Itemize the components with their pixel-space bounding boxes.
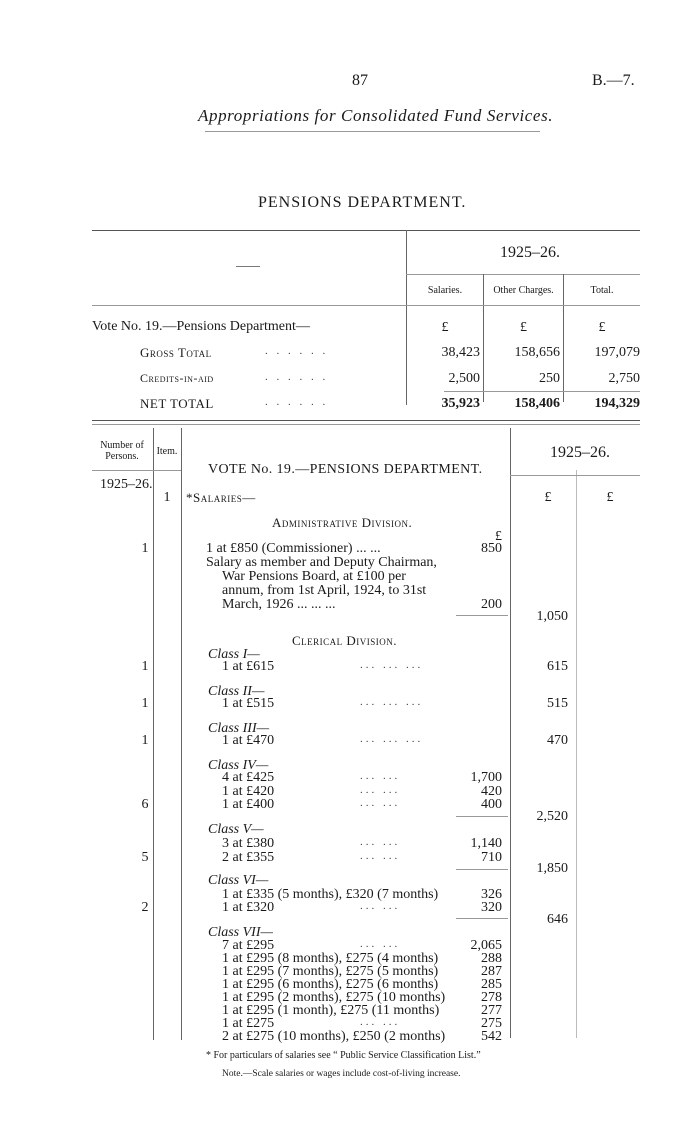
class-5-line-1: 3 at £380 (222, 836, 275, 851)
credits-other: 250 (539, 371, 560, 386)
class-7-line-6: 1 at £295 (1 month), £275 (11 months) (222, 1003, 440, 1018)
admin-heading: Administrative Division. (272, 515, 413, 530)
class-4-persons: 6 (141, 797, 149, 812)
class-7-amount-5: 278 (481, 990, 502, 1005)
class-4-leader-2: ... ... (360, 784, 401, 796)
class-7-amount-4: 285 (481, 977, 502, 992)
admin-currency: £ (495, 529, 502, 544)
document-code: B.—7. (592, 72, 635, 89)
summary-year-rule (406, 274, 640, 275)
col-item: Item. (156, 446, 178, 457)
summary-currency-total: £ (598, 320, 606, 335)
class-3-line: 1 at £470 (222, 733, 275, 748)
currency-a: £ (544, 490, 552, 505)
class-4-subtotal-rule (456, 816, 508, 817)
class-7-amount-1: 2,065 (470, 938, 502, 953)
net-total-label: NET TOTAL (140, 396, 214, 411)
class-2-name: Class II— (208, 684, 265, 699)
footnote-note: Note.—Scale salaries or wages include cost-of-living increase. (222, 1069, 461, 1079)
credits-leader: . . . . . . (265, 371, 329, 383)
class-4-total: 2,520 (536, 809, 568, 824)
persons-header-rule (92, 470, 181, 471)
persons-year: 1925–26. (100, 477, 153, 492)
class-7-name: Class VII— (208, 925, 273, 940)
net-total-salaries: 35,923 (441, 396, 480, 411)
vote-heading: VOTE No. 19.—PENSIONS DEPARTMENT. (208, 462, 483, 477)
running-title: Appropriations for Consolidated Fund Services. (198, 106, 554, 125)
credits-label: Credits-in-aid (140, 371, 214, 385)
summary-col-salaries: Salaries. (427, 285, 463, 296)
summary-col-other: Other Charges. (493, 285, 554, 296)
summary-top-rule (92, 230, 640, 231)
class-1-name: Class I— (208, 647, 260, 662)
admin-line2c: annum, from 1st April, 1924, to 31st (222, 583, 427, 598)
years-header-rule (510, 475, 640, 476)
class-7-amount-8: 542 (481, 1029, 502, 1044)
class-2-persons: 1 (141, 696, 149, 711)
class-6-total: 646 (547, 912, 568, 927)
admin-amount1: 850 (481, 541, 502, 556)
item-number: 1 (163, 490, 171, 505)
class-3-persons: 1 (141, 733, 149, 748)
item-col-divider (181, 428, 182, 1040)
footnote-star: * For particulars of salaries see “ Public Service Classification List.” (206, 1050, 481, 1061)
class-3-leader: ... ... ... (360, 733, 424, 745)
gross-total-total: 197,079 (594, 345, 640, 360)
class-6-line-2: 1 at £320 (222, 900, 275, 915)
class-5-amount-1: 1,140 (470, 836, 502, 851)
gross-total-salaries: 38,423 (441, 345, 480, 360)
class-7-line-2: 1 at £295 (8 months), £275 (4 months) (222, 951, 439, 966)
summary-year: 1925–26. (500, 244, 560, 261)
class-2-leader: ... ... ... (360, 696, 424, 708)
class-5-leader-2: ... ... (360, 850, 401, 862)
class-4-name: Class IV— (208, 758, 269, 773)
class-3-name: Class III— (208, 721, 270, 736)
summary-header-rule (92, 305, 640, 306)
class-5-amount-2: 710 (481, 850, 502, 865)
class-7-amount-7: 275 (481, 1016, 502, 1031)
admin-amount2: 200 (481, 597, 502, 612)
class-7-leader-7: ... ... (360, 1016, 401, 1028)
class-5-name: Class V— (208, 822, 264, 837)
admin-line1: 1 at £850 (Commissioner) ... ... (206, 541, 381, 556)
class-5-total: 1,850 (536, 861, 568, 876)
col-number-persons: Number of Persons. (100, 440, 144, 462)
summary-bottom-rule (92, 420, 640, 421)
class-5-leader-1: ... ... (360, 836, 401, 848)
class-2-total: 515 (547, 696, 568, 711)
currency-b: £ (606, 490, 614, 505)
page-number: 87 (352, 72, 368, 89)
class-4-amount-1: 1,700 (470, 770, 502, 785)
class-1-leader: ... ... ... (360, 659, 424, 671)
summary-bottom-rule-2 (92, 424, 640, 425)
summary-dash: —— (236, 258, 260, 272)
gross-total-other: 158,656 (514, 345, 560, 360)
net-total-leader: . . . . . . (265, 396, 329, 408)
class-7-leader-1: ... ... (360, 938, 401, 950)
class-4-amount-2: 420 (481, 784, 502, 799)
net-total-total: 194,329 (594, 396, 640, 411)
credits-salaries: 2,500 (448, 371, 480, 386)
class-1-persons: 1 (141, 659, 149, 674)
net-total-rule (444, 391, 640, 392)
class-6-amount-2: 320 (481, 900, 502, 915)
admin-line2b: War Pensions Board, at £100 per (222, 569, 406, 584)
header-rule (205, 131, 540, 132)
class-7-line-8: 2 at £275 (10 months), £250 (2 months) (222, 1029, 446, 1044)
class-6-name: Class VI— (208, 873, 269, 888)
summary-col-total: Total. (590, 285, 614, 296)
class-7-line-3: 1 at £295 (7 months), £275 (5 months) (222, 964, 439, 979)
class-7-amount-3: 287 (481, 964, 502, 979)
class-5-persons: 5 (141, 850, 149, 865)
class-7-line-4: 1 at £295 (6 months), £275 (6 months) (222, 977, 439, 992)
clerical-heading: Clerical Division. (292, 633, 398, 648)
net-total-other: 158,406 (514, 396, 560, 411)
class-6-leader-2: ... ... (360, 900, 401, 912)
class-4-line-1: 4 at £425 (222, 770, 275, 785)
gross-total-label: Gross Total (140, 345, 212, 360)
class-4-amount-3: 400 (481, 797, 502, 812)
class-1-total: 615 (547, 659, 568, 674)
admin-persons: 1 (141, 541, 149, 556)
summary-currency-other: £ (520, 320, 527, 335)
class-3-total: 470 (547, 733, 568, 748)
class-7-line-5: 1 at £295 (2 months), £275 (10 months) (222, 990, 446, 1005)
gross-total-leader: . . . . . . (265, 345, 329, 357)
class-4-line-3: 1 at £400 (222, 797, 275, 812)
salaries-label: *Salaries— (186, 490, 256, 505)
summary-currency-salaries: £ (441, 320, 449, 335)
class-5-subtotal-rule (456, 869, 508, 870)
class-6-persons: 2 (141, 900, 149, 915)
detail-year: 1925–26. (550, 444, 610, 461)
total-col-divider (576, 470, 577, 1038)
class-2-line: 1 at £515 (222, 696, 275, 711)
class-6-line-1: 1 at £335 (5 months), £320 (7 months) (222, 887, 439, 902)
admin-subtotal-rule (456, 615, 508, 616)
class-6-amount-1: 326 (481, 887, 502, 902)
vote-label: Vote No. 19.—Pensions Department— (92, 319, 310, 334)
class-4-leader-3: ... ... (360, 797, 401, 809)
class-7-amount-2: 288 (481, 951, 502, 966)
class-7-line-7: 1 at £275 (222, 1016, 275, 1031)
class-4-leader-1: ... ... (360, 770, 401, 782)
class-4-line-2: 1 at £420 (222, 784, 275, 799)
class-1-line: 1 at £615 (222, 659, 275, 674)
page-title: PENSIONS DEPARTMENT. (258, 194, 467, 211)
class-5-line-2: 2 at £355 (222, 850, 275, 865)
class-7-amount-6: 277 (481, 1003, 502, 1018)
admin-total: 1,050 (536, 609, 568, 624)
admin-line2a: Salary as member and Deputy Chairman, (206, 555, 437, 570)
class-6-subtotal-rule (456, 918, 508, 919)
class-7-line-1: 7 at £295 (222, 938, 275, 953)
admin-line2d: March, 1926 ... ... ... (222, 597, 336, 612)
credits-total: 2,750 (608, 371, 640, 386)
